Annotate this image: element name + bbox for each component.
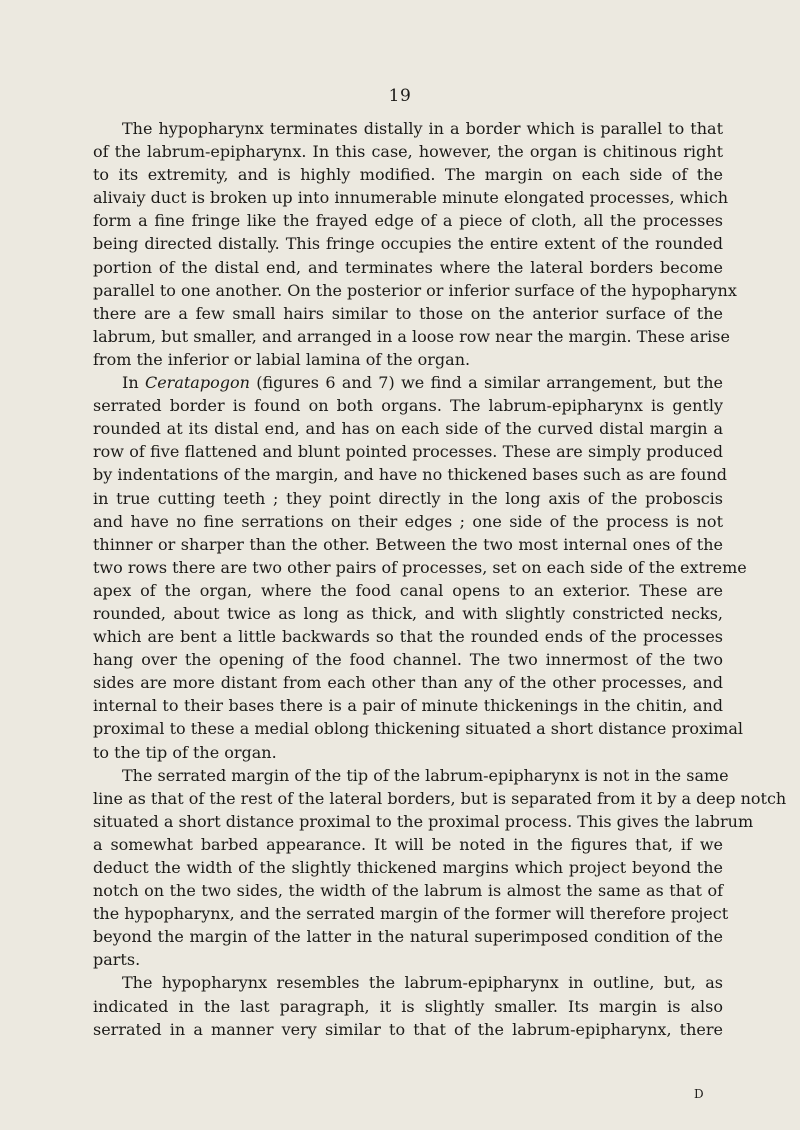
text-line — [93, 371, 723, 394]
text-line: The hypopharynx resembles the labrum-epipharynx in outline, but, as — [122, 973, 723, 993]
text-line: line as that of the rest of the lateral borders, but is separated from it by a deep notch — [93, 788, 787, 808]
text-line: indicated in the last paragraph, it is slightly smaller. Its margin is also — [93, 996, 723, 1016]
text-line: serrated border is found on both organs. The labrum-epipharynx is gently — [93, 396, 723, 416]
text-line: The hypopharynx terminates distally in a border which is parallel to that — [122, 119, 723, 138]
text-line: to the tip of the organ. — [93, 742, 277, 762]
text-line: deduct the width of the slightly thickened margins which project beyond the — [93, 858, 723, 877]
text-line: alivaiy duct is broken up into innumerable minute elongated processes, which — [93, 188, 729, 208]
text-line: parts. — [93, 950, 141, 970]
genus-name: Ceratapogon — [144, 373, 250, 393]
body-text — [93, 117, 787, 1041]
text-line: two rows there are two other pairs of processes, set on each side of the extreme — [93, 557, 747, 577]
text-line: hang over the opening of the food channel. The two innermost of the two — [93, 650, 723, 670]
text-line: to its extremity, and is highly modified. The margin on each side of the — [93, 165, 723, 185]
text-line: by indentations of the margin, and have no thickened bases such as are found — [93, 465, 727, 485]
text-line: The serrated margin of the tip of the labrum-epipharynx is not in the same — [122, 765, 729, 785]
text-line: a somewhat barbed appearance. It will be noted in the figures that, if we — [93, 834, 723, 854]
text-line: rounded, about twice as long as thick, and with slightly constricted necks, — [93, 603, 723, 623]
text-line: situated a short distance proximal to the proximal process. This gives the labrum — [93, 811, 754, 831]
text-line: being directed distally. This fringe occupies the entire extent of the rounded — [93, 234, 723, 254]
text-line-rest: (figures 6 and 7) we find a similar arrangement, but the — [249, 373, 723, 393]
text-line: serrated in a manner very similar to that of the labrum-epipharynx, there — [93, 1019, 723, 1039]
text-line: from the inferior or labial lamina of the organ. — [93, 349, 471, 369]
text-line: the hypopharynx, and the serrated margin of the former will therefore project — [93, 904, 729, 924]
text-line: apex of the organ, where the food canal opens to an exterior. These are — [93, 580, 723, 600]
text-line: portion of the distal end, and terminates where the lateral borders become — [93, 257, 723, 277]
text-line: there are a few small hairs similar to those on the anterior surface of the — [93, 303, 723, 323]
text-line: labrum, but smaller, and arranged in a loose row near the margin. These arise — [93, 326, 730, 346]
text-line: notch on the two sides, the width of the labrum is almost the same as that of — [93, 881, 723, 901]
text-line: beyond the margin of the latter in the natural superimposed condition of the — [93, 927, 723, 947]
paragraph-lead: In — [122, 373, 145, 393]
text-line: internal to their bases there is a pair of minute thickenings in the chitin, and — [93, 696, 723, 716]
signature-mark: D — [694, 1087, 704, 1101]
text-line: sides are more distant from each other than any of the other processes, and — [93, 673, 723, 693]
text-line: of the labrum-epipharynx. In this case, however, the organ is chitinous right — [93, 142, 723, 162]
page-number: 19 — [388, 86, 412, 106]
text-line: form a fine fringe like the frayed edge of a piece of cloth, all the processes — [93, 211, 723, 231]
text-line: and have no fine serrations on their edges ; one side of the process is not — [93, 511, 723, 531]
text-line: rounded at its distal end, and has on each side of the curved distal margin a — [93, 419, 723, 439]
text-line: proximal to these a medial oblong thickening situated a short distance proximal — [93, 719, 743, 739]
text-line: in true cutting teeth ; they point directly in the long axis of the proboscis — [93, 488, 723, 508]
text-line: row of five flattened and blunt pointed processes. These are simply produced — [93, 442, 723, 462]
text-line: which are bent a little backwards so that the rounded ends of the processes — [93, 627, 723, 647]
text-line: parallel to one another. On the posterior or inferior surface of the hypopharynx — [93, 280, 737, 300]
text-line: thinner or sharper than the other. Between the two most internal ones of the — [93, 534, 723, 554]
